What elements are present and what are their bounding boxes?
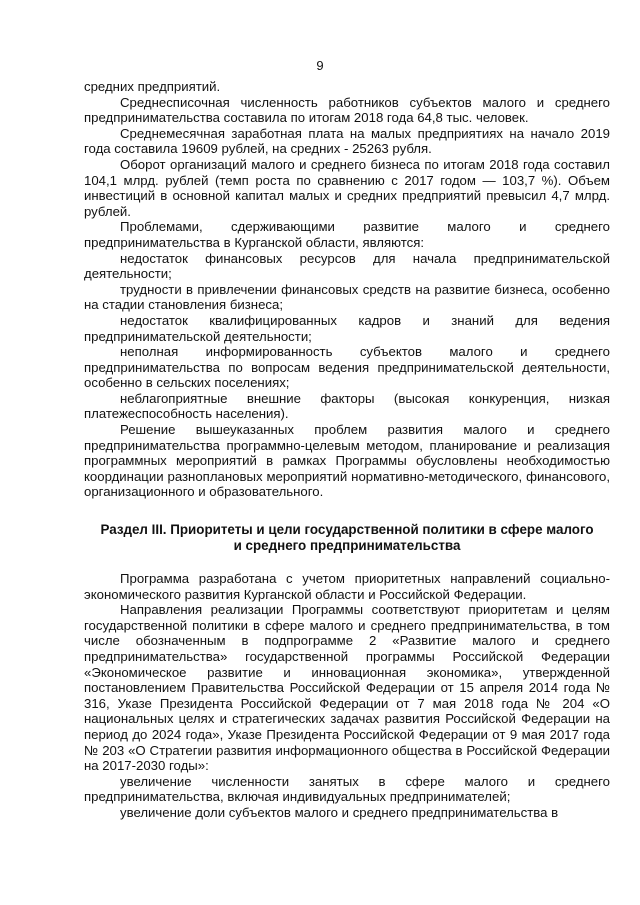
document-body bbox=[84, 79, 610, 821]
paragraph: Проблемами, сдерживающими развитие малого и среднего предпринимательства в Курганской области, являются: bbox=[84, 219, 610, 250]
list-item: недостаток финансовых ресурсов для начала предпринимательской деятельности; bbox=[84, 250, 610, 282]
paragraph: Направления реализации Программы соответствуют приоритетам и целям государственной политики в сфере малого и среднего предпринимательства, в том числе обозначенным в подпрограмме 2 «Развитие малого и среднего предпринимательства» государственной программы Российской Федерации «Экономическое развитие и инновационная экономика», утвержденной постановлением Правительства Российской Федерации от 15 апреля 2014 года № 316, Указе Президента Российской Федерации от 7 мая 2018 года № 204 «О национальных целях и стратегических задачах развития Российской Федерации на период до 2024 года», Указе Президента Российской Федерации от 9 мая 2017 года № 203 «О Стратегии развития информационного общества в Российской Федерации на 2017-2030 годы»: bbox=[84, 602, 610, 774]
list-item: трудности в привлечении финансовых средств на развитие бизнеса, особенно на стадии становления бизнеса; bbox=[84, 281, 610, 313]
paragraph: Решение вышеуказанных проблем развития малого и среднего предпринимательства программно-целевым методом, планирование и реализация программных мероприятий в рамках Программы обусловлены необходимостью координации разноплановых мероприятий нормативно-методического, финансового, организационного и образовательного. bbox=[84, 422, 610, 500]
paragraph: Программа разработана с учетом приоритетных направлений социально-экономического развития Курганской области и Российской Федерации. bbox=[84, 571, 610, 602]
paragraph: Оборот организаций малого и среднего бизнеса по итогам 2018 года составил 104,1 млрд. рублей (темп роста по сравнению с 2017 годом — 103,7 %). Объем инвестиций в основной капитал малых и средних предприятий превысил 4,7 млрд. рублей. bbox=[84, 156, 610, 219]
list-item: увеличение численности занятых в сфере малого и среднего предпринимательства, включая индивидуальных предпринимателей; bbox=[84, 773, 610, 805]
paragraph: Среднемесячная заработная плата на малых предприятиях на начало 2019 года составила 19609 рублей, на средних - 25263 рубля. bbox=[84, 125, 610, 157]
list-item: неблагоприятные внешние факторы (высокая конкуренция, низкая платежеспособность населения). bbox=[84, 390, 610, 422]
page-number: 9 bbox=[316, 58, 324, 73]
paragraph: Среднесписочная численность работников субъектов малого и среднего предпринимательства составила по итогам 2018 года 64,8 тыс. человек. bbox=[84, 94, 610, 126]
section-heading: Раздел III. Приоритеты и цели государственной политики в сфере малого и среднего предпринимательства bbox=[100, 522, 594, 554]
list-item: неполная информированность субъектов малого и среднего предпринимательства по вопросам ведения предпринимательской деятельности, особенно в сельских поселениях; bbox=[84, 344, 610, 391]
list-item: недостаток квалифицированных кадров и знаний для ведения предпринимательской деятельности; bbox=[84, 312, 610, 344]
list-item: увеличение доли субъектов малого и среднего предпринимательства в bbox=[120, 804, 559, 820]
paragraph: средних предприятий. bbox=[84, 79, 221, 94]
